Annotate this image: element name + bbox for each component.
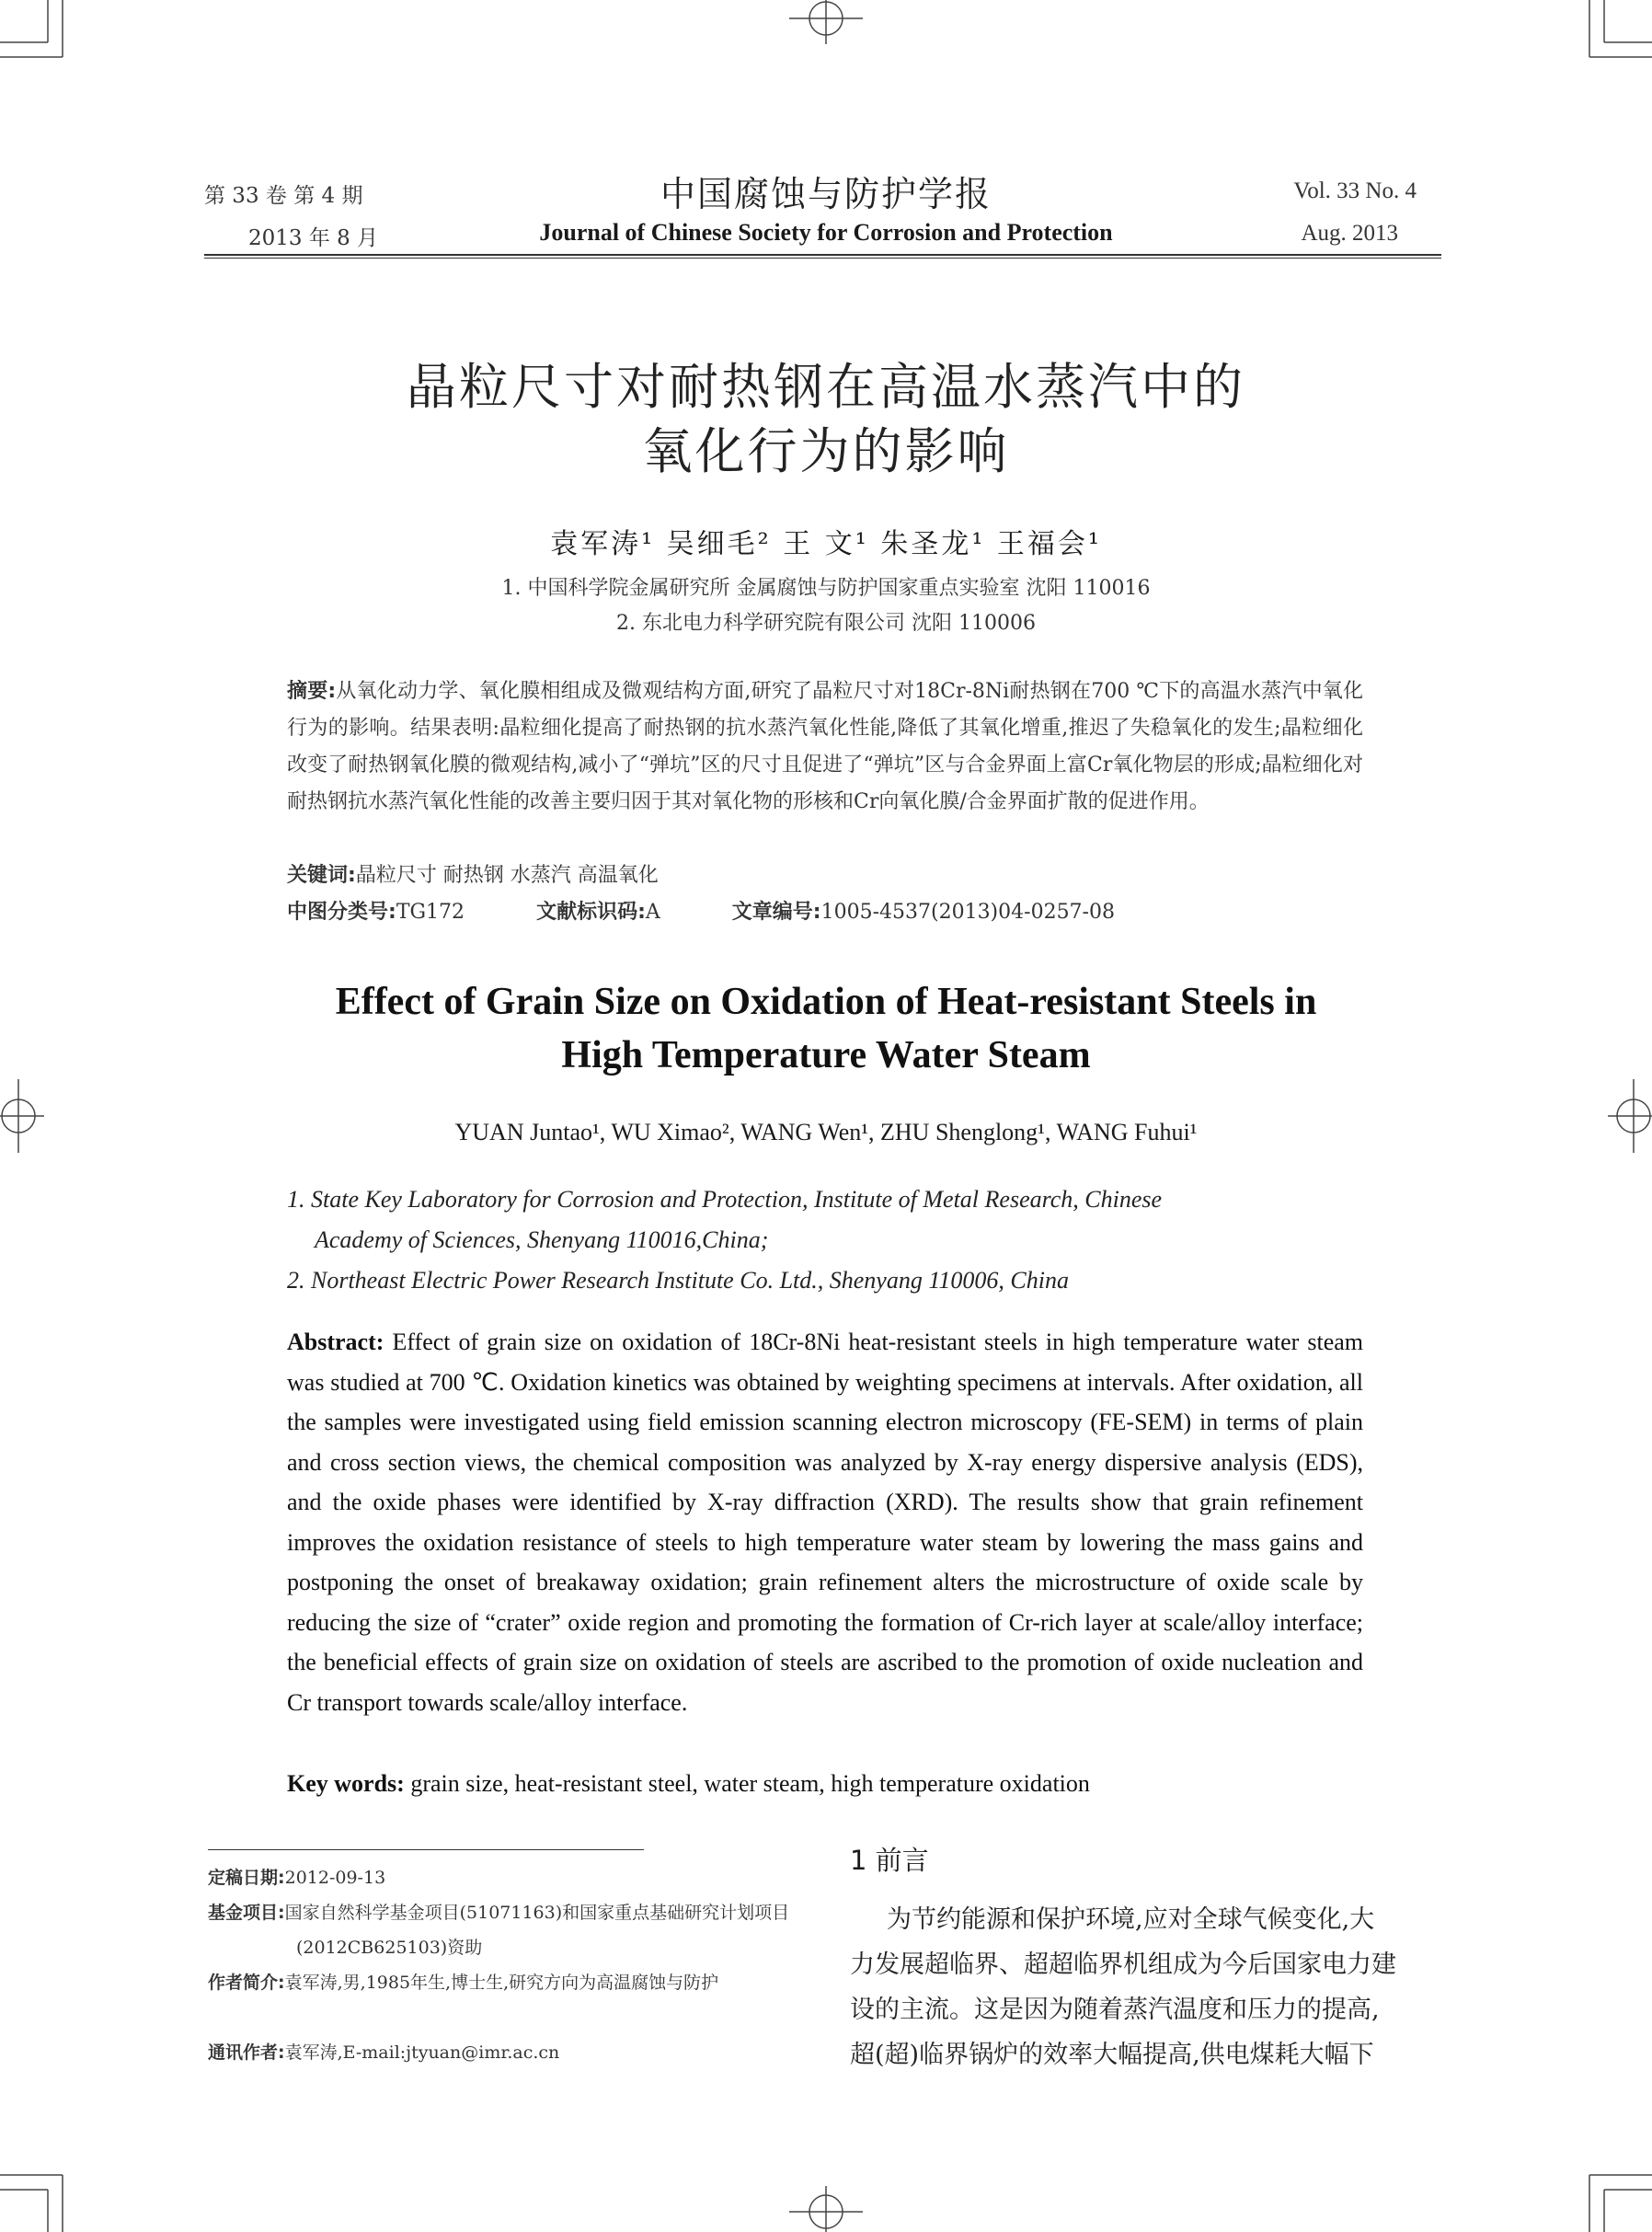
- body-line-4: 超(超)临界锅炉的效率大幅提高,供电煤耗大幅下: [850, 2041, 1374, 2069]
- footnote-correspondence: [208, 2035, 843, 2070]
- title-en-line1: Effect of Grain Size on Oxidation of Heat-resistant Steels in: [335, 981, 1317, 1023]
- received-label: 定稿日期:: [208, 1868, 285, 1888]
- footnote-received: [208, 1860, 843, 1895]
- abstract-cn: [287, 673, 1363, 821]
- bio-value: 袁军涛,男,1985年生,博士生,研究方向为高温腐蚀与防护: [284, 1973, 719, 1993]
- body-line-1: 为节约能源和保护环境,应对全球气候变化,大: [887, 1905, 1375, 1934]
- body-line-2: 力发展超临界、超超临界机组成为今后国家电力建: [850, 1950, 1396, 1979]
- affiliation-en-2: 2. Northeast Electric Power Research Institute Co. Ltd., Shenyang 110006, China: [287, 1267, 1069, 1294]
- keywords-cn-label: 关键词:: [287, 864, 356, 887]
- date-cn: 2013 年 8 月: [248, 226, 379, 250]
- body-line-3: 设的主流。这是因为随着蒸汽温度和压力的提高,: [850, 1996, 1380, 2024]
- volume-issue-en: Vol. 33 No. 4: [1293, 178, 1417, 203]
- header-rule: [204, 254, 1441, 256]
- keywords-cn: [287, 857, 1363, 894]
- fund-label: 基金项目:: [208, 1903, 285, 1923]
- clc-value: TG172: [396, 901, 465, 924]
- keywords-en: [287, 1764, 1363, 1804]
- abstract-en: [287, 1322, 1363, 1722]
- received-value: 2012-09-13: [284, 1868, 386, 1888]
- journal-title-en: Journal of Chinese Society for Corrosion and Protection: [539, 219, 1113, 246]
- affiliation-en-1-cont: Academy of Sciences, Shenyang 110016,China;: [315, 1226, 769, 1253]
- footnote-author-bio: [208, 1965, 894, 2000]
- authors-en: YUAN Juntao¹, WU Ximao², WANG Wen¹, ZHU Shenglong¹, WANG Fuhui¹: [454, 1119, 1198, 1145]
- doc-code-value: A: [645, 901, 660, 924]
- correspondence-value: 袁军涛,E-mail:jtyuan@imr.ac.cn: [284, 2042, 560, 2063]
- abstract-en-label: Abstract:: [287, 1329, 384, 1355]
- doc-code-label: 文献标识码:: [536, 901, 646, 924]
- keywords-en-label: Key words:: [287, 1770, 405, 1797]
- abstract-cn-text: 从氧化动力学、氧化膜相组成及微观结构方面,研究了晶粒尺寸对18Cr-8Ni耐热钢在700 ℃下的高温水蒸汽中氧化行为的影响。结果表明:晶粒细化提高了耐热钢的抗水蒸汽氧化性能,降低了其氧化增重,推迟了失稳氧化的发生;晶粒细化改变了耐热钢氧化膜的微观结构,减小了“弹坑”区的尺寸且促进了“弹坑”区与合金界面上富Cr氧化物层的形成;晶粒细化对耐热钢抗水蒸汽氧化性能的改善主要归因于其对氧化物的形核和Cr向氧化膜/合金界面扩散的促进作用。: [287, 680, 1363, 813]
- article-number-value: 1005-4537(2013)04-0257-08: [820, 901, 1115, 924]
- correspondence-label: 通讯作者:: [208, 2042, 285, 2063]
- journal-title-cn: 中国腐蚀与防护学报: [660, 174, 992, 214]
- clc-label: 中图分类号:: [287, 901, 396, 924]
- footnote-rule: [208, 1849, 644, 1850]
- title-cn-line1: 晶粒尺寸对耐热钢在高温水蒸汽中的: [407, 358, 1245, 416]
- keywords-cn-text: 晶粒尺寸 耐热钢 水蒸汽 高温氧化: [355, 864, 659, 887]
- footnote-fund: [208, 1895, 894, 1965]
- bio-label: 作者简介:: [208, 1973, 285, 1993]
- affiliation-en-1: 1. State Key Laboratory for Corrosion and Protection, Institute of Metal Research, Chinese: [287, 1186, 1163, 1213]
- header-rule-thin: [204, 258, 1441, 259]
- abstract-cn-label: 摘要:: [287, 680, 337, 703]
- authors-cn: 袁军涛¹ 吴细毛² 王 文¹ 朱圣龙¹ 王福会¹: [550, 528, 1102, 560]
- date-en: Aug. 2013: [1301, 221, 1398, 246]
- title-cn-line2: 氧化行为的影响: [642, 422, 1010, 480]
- abstract-en-text: Effect of grain size on oxidation of 18Cr-8Ni heat-resistant steels in high temperature water steam was studied at 700 ℃. Oxidation kinetics was obtained by weighting specimens at intervals. After oxidation, all the samples were investigated using field emission scanning electron microscopy (FE-SEM) in terms of plain and cross section views, the chemical composition was analyzed by X-ray energy dispersive analysis (EDS), and the oxide phases were identified by X-ray diffraction (XRD). The results show that grain refinement improves the oxidation resistance of steels to high temperature water steam by lowering the mass gains and postponing the onset of breakaway oxidation; grain refinement alters the microstructure of oxide scale by reducing the size of “crater” oxide region and promoting the formation of Cr-rich layer at scale/alloy interface; the beneficial effects of grain size on oxidation of steels are ascribed to the promotion of oxide nucleation and Cr transport towards scale/alloy interface.: [287, 1329, 1364, 1716]
- fund-value: 国家自然科学基金项目(51071163)和国家重点基础研究计划项目(2012CB625103)资助: [284, 1903, 790, 1958]
- volume-issue-cn: 第 33 卷 第 4 期: [204, 184, 363, 208]
- article-number-label: 文章编号:: [731, 901, 821, 924]
- affiliation-cn-2: 2. 东北电力科学研究院有限公司 沈阳 110006: [616, 612, 1036, 635]
- title-en-line2: High Temperature Water Steam: [561, 1034, 1091, 1076]
- section-heading: 1 前言: [850, 1845, 929, 1876]
- affiliation-cn-1: 1. 中国科学院金属研究所 金属腐蚀与防护国家重点实验室 沈阳 110016: [501, 577, 1151, 600]
- keywords-en-text: grain size, heat-resistant steel, water steam, high temperature oxidation: [410, 1770, 1090, 1797]
- classification-row: [287, 894, 1363, 931]
